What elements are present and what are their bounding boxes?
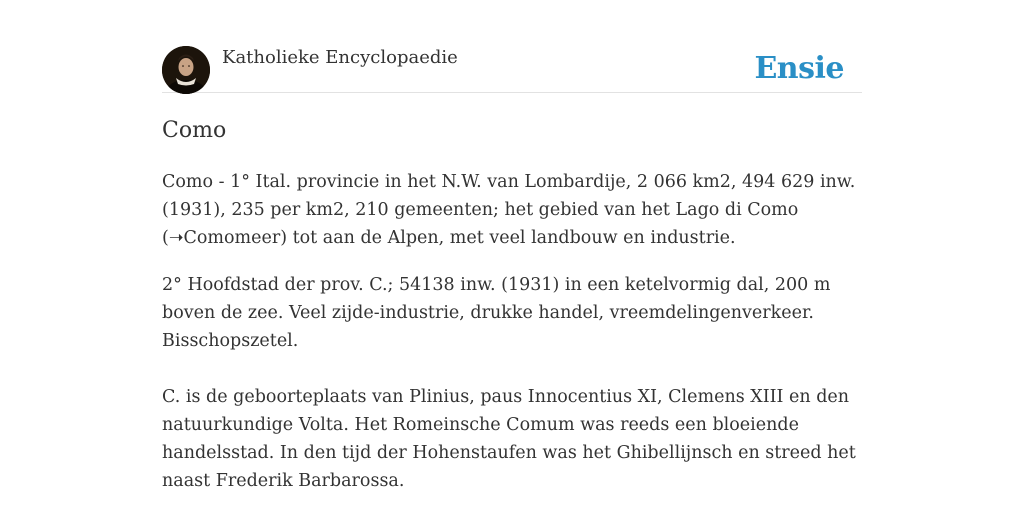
article-paragraph: 2° Hoofdstad der prov. C.; 54138 inw. (1931) in een ketelvormig dal, 200 m boven de zee. Veel zijde-industrie, drukke handel, vreemdelingenverkeer. Bisschopszetel. bbox=[162, 275, 831, 351]
brand-logo[interactable]: Ensie bbox=[754, 51, 844, 86]
portrait-icon bbox=[162, 46, 210, 94]
article-paragraph: C. is de geboorteplaats van Plinius, paus Innocentius XI, Clemens XIII en den natuurkundige Volta. Het Romeinsche Comum was reeds een bloeiende handelsstad. In den tijd der Hohenstaufen was het Ghibellijnsch en streed het naast Frederik Barbarossa. bbox=[162, 387, 856, 491]
site-header bbox=[162, 46, 862, 93]
site-name[interactable]: Katholieke Encyclopaedie bbox=[222, 47, 458, 68]
article-body bbox=[162, 168, 862, 514]
article-title: Como bbox=[162, 118, 227, 143]
article-paragraph: Como - 1° Ital. provincie in het N.W. van Lombardije, 2 066 km2, 494 629 inw. (1931), 235 per km2, 210 gemeenten; het gebied van het Lago di Como (➝Comomeer) tot aan de Alpen, met veel landbouw en industrie. bbox=[162, 172, 856, 248]
avatar[interactable] bbox=[162, 46, 210, 94]
